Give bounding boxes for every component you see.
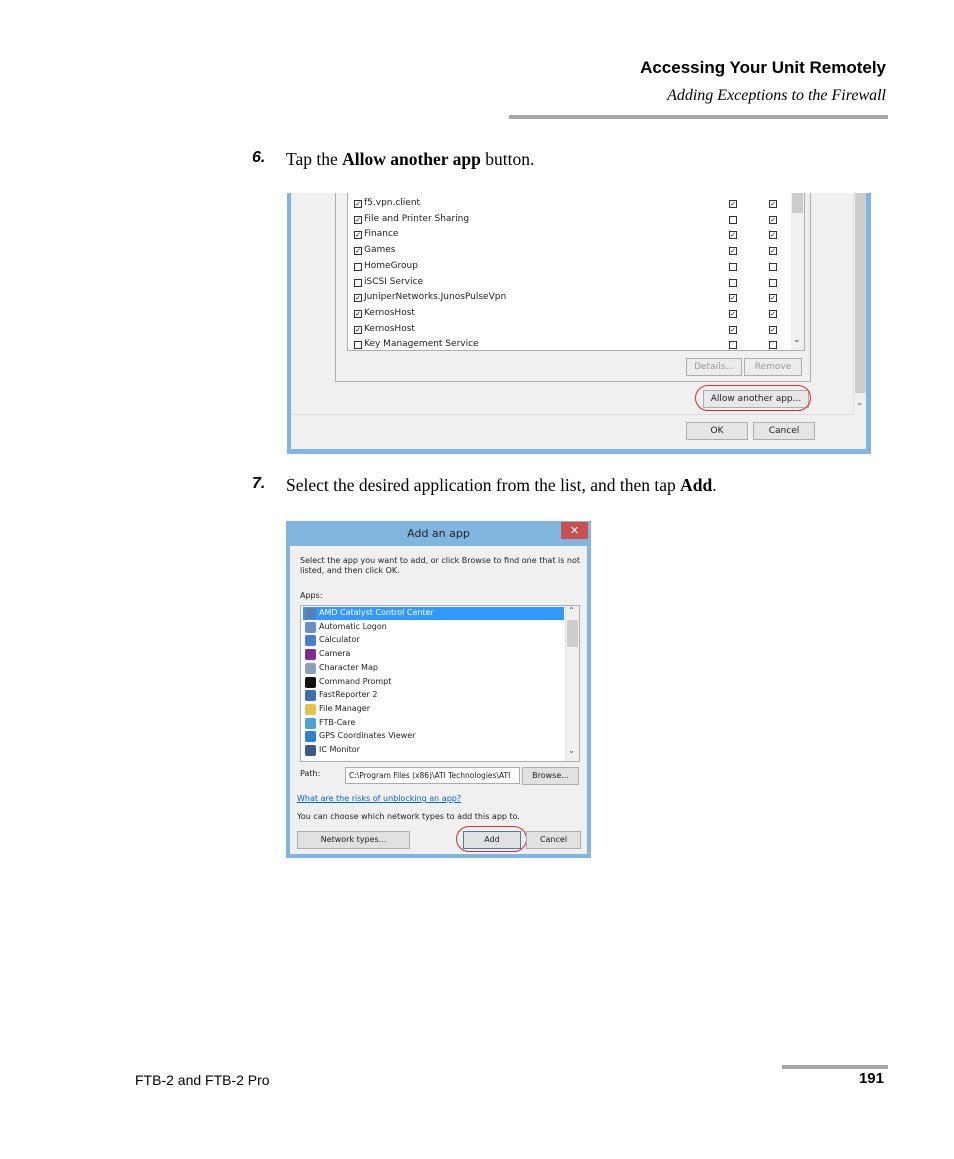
section-title: Adding Exceptions to the Firewall [667,87,886,104]
enabled-checkbox[interactable] [354,341,362,349]
list-item[interactable] [303,621,564,634]
private-checkbox[interactable]: ✓ [730,294,736,303]
private-checkbox[interactable]: ✓ [730,200,736,208]
app-icon [305,649,316,660]
private-checkbox[interactable] [729,341,737,349]
table-row[interactable] [354,243,794,259]
app-name: JuniperNetworks.JunosPulseVpn [364,292,507,303]
public-checkbox[interactable]: ✓ [770,215,776,224]
app-icon [305,677,316,688]
window-frame [866,193,871,454]
dialog-body [290,546,587,854]
apps-list[interactable] [300,605,580,762]
app-name: Finance [364,229,399,240]
app-icon [305,745,316,756]
list-item[interactable] [303,717,564,730]
list-scrollbar[interactable] [565,606,579,761]
page-scroll-thumb[interactable] [855,193,866,393]
highlight-circle [695,385,811,411]
app-icon [305,663,316,674]
chevron-down-icon[interactable]: ⌄ [856,398,864,408]
public-checkbox[interactable] [769,341,777,349]
app-name: GPS Coordinates Viewer [319,731,416,741]
list-item[interactable] [303,648,564,661]
app-name: f5.vpn.client [364,198,421,208]
table-row[interactable] [354,227,794,243]
app-name: FTB-Care [319,717,356,727]
public-checkbox[interactable] [769,279,777,287]
app-name: IC Monitor [319,745,360,754]
app-icon [305,690,316,701]
instruction-line-1: Select the app you want to add, or click Browse to find one that is not [300,556,581,565]
step-number: 6. [252,149,266,166]
scroll-thumb[interactable] [567,620,578,647]
app-icon [305,704,316,715]
private-checkbox[interactable] [729,263,737,271]
app-name: KernosHost [364,323,415,334]
enabled-checkbox[interactable]: ✓ [355,215,361,224]
list-item[interactable] [303,730,564,743]
private-checkbox[interactable] [729,279,737,287]
firewall-screenshot [287,193,871,454]
ok-button[interactable]: OK [686,422,748,440]
close-icon[interactable]: ✕ [561,522,588,539]
enabled-checkbox[interactable]: ✓ [355,200,361,208]
list-item[interactable] [303,676,564,689]
allow-another-app-button[interactable]: Allow another app... [703,390,809,408]
list-item[interactable] [303,662,564,675]
app-name: Character Map [319,662,378,672]
enabled-checkbox[interactable]: ✓ [355,309,361,318]
app-icon [305,622,316,633]
footer-rule [782,1065,888,1069]
app-name: File Manager [319,703,370,713]
enabled-checkbox[interactable]: ✓ [355,294,361,303]
path-input[interactable]: C:\Program Files (x86)\ATI Technologies\ATI [345,767,520,784]
browse-button[interactable]: Browse... [522,767,579,785]
table-row[interactable] [354,259,794,275]
dialog-title: Add an app [407,527,470,540]
table-row[interactable] [354,212,794,228]
app-icon [305,718,316,729]
chevron-down-icon[interactable]: ⌄ [568,746,575,755]
table-row[interactable] [354,306,794,322]
chevron-down-icon[interactable]: ⌄ [793,335,801,345]
private-checkbox[interactable]: ✓ [730,309,736,318]
private-checkbox[interactable]: ✓ [730,247,736,256]
apps-label: Apps: [300,591,323,600]
public-checkbox[interactable]: ✓ [770,247,776,256]
window-frame [287,449,871,454]
network-types-button[interactable]: Network types... [297,831,410,849]
app-name: File and Printer Sharing [364,213,470,224]
app-name: HomeGroup [364,260,418,271]
risks-link[interactable]: What are the risks of unblocking an app? [297,794,462,803]
table-row[interactable] [354,322,794,338]
page-scrollbar[interactable] [853,193,867,414]
enabled-checkbox[interactable]: ✓ [355,325,361,334]
private-checkbox[interactable]: ✓ [730,325,736,334]
app-name: Key Management Service [364,339,479,350]
app-icon [305,608,316,619]
step-number: 7. [252,475,266,492]
table-row[interactable] [354,275,794,291]
highlight-circle [456,826,527,852]
app-name: Command Prompt [319,676,392,686]
public-checkbox[interactable]: ✓ [770,231,776,240]
enabled-checkbox[interactable] [354,263,362,271]
list-item[interactable] [303,607,564,620]
allowed-apps-list[interactable] [347,193,805,351]
network-note: You can choose which network types to add this app to. [297,812,520,821]
path-label: Path: [300,769,321,778]
remove-button[interactable]: Remove [744,358,802,376]
chapter-title: Accessing Your Unit Remotely [640,58,886,77]
firewall-panel [291,193,853,449]
enabled-checkbox[interactable]: ✓ [355,247,361,256]
app-icon [305,635,316,646]
app-name: FastReporter 2 [319,690,378,700]
app-name: Games [364,245,396,256]
add-button[interactable]: Add [463,831,521,849]
chevron-up-icon[interactable]: ⌃ [568,606,575,615]
list-item[interactable] [303,744,564,757]
public-checkbox[interactable]: ✓ [770,309,776,318]
app-name: AMD Catalyst Control Center [319,608,434,617]
details-button[interactable]: Details... [686,358,742,376]
public-checkbox[interactable] [769,263,777,271]
private-checkbox[interactable]: ✓ [730,231,736,240]
header-rule [509,115,888,119]
public-checkbox[interactable]: ✓ [770,325,776,334]
list-item[interactable] [303,689,564,702]
public-checkbox[interactable]: ✓ [770,294,776,303]
app-name: Camera [319,649,351,659]
enabled-checkbox[interactable]: ✓ [355,231,361,240]
product-name: FTB-2 and FTB-2 Pro [135,1072,270,1088]
public-checkbox[interactable]: ✓ [770,200,776,208]
table-row[interactable] [354,196,794,212]
window-frame [287,193,291,454]
app-name: Automatic Logon [319,621,387,631]
private-checkbox[interactable] [729,216,737,224]
page-number: 191 [858,1070,884,1087]
app-name: Calculator [319,635,360,645]
step-text: Select the desired application from the list, and then tap Add. [286,475,717,495]
app-name: KernosHost [364,307,415,318]
list-item[interactable] [303,634,564,647]
table-row[interactable] [354,337,794,353]
table-row[interactable] [354,290,794,306]
app-name: iSCSI Service [364,276,423,287]
cancel-button[interactable]: Cancel [526,831,581,849]
add-app-dialog-screenshot [286,521,591,858]
cancel-button[interactable]: Cancel [753,422,815,440]
step-text: Tap the Allow another app button. [286,149,535,169]
instruction-line-2: listed, and then click OK. [300,566,400,575]
list-item[interactable] [303,703,564,716]
enabled-checkbox[interactable] [354,279,362,287]
app-icon [305,731,316,742]
